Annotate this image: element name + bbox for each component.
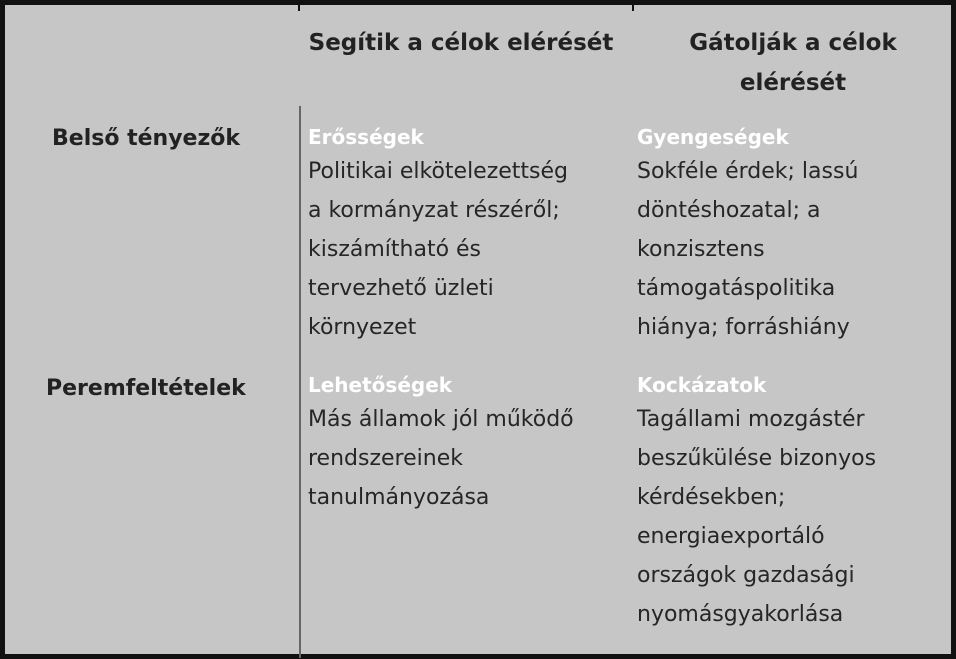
cell-opportunities-title: Lehetőségek [308, 373, 453, 397]
column-header-hinders-line1: Gátolják a célok [689, 30, 897, 56]
column-header-hinders [633, 23, 953, 103]
cell-strengths-line: környezet [308, 315, 417, 340]
cell-strengths-title: Erősségek [308, 125, 424, 149]
cell-threats-line: energiaexportáló [637, 524, 825, 549]
top-tick-mark-left [298, 5, 300, 11]
column-header-hinders-line2: elérését [739, 70, 847, 96]
cell-threats-line: beszűkülése bizonyos [637, 446, 877, 471]
vertical-divider [299, 106, 301, 658]
cell-weaknesses-line: konzisztens [637, 237, 765, 262]
cell-weaknesses-title: Gyengeségek [637, 125, 789, 149]
cell-strengths-line: a kormányzat részéről; [308, 198, 560, 223]
cell-threats-line: Tagállami mozgástér [637, 407, 865, 432]
cell-weaknesses-line: hiánya; forráshiány [637, 315, 850, 340]
cell-threats-line: országok gazdasági [637, 563, 855, 588]
cell-weaknesses [637, 122, 858, 347]
cell-opportunities-line: Más államok jól működő [308, 407, 574, 432]
top-tick-mark-right [632, 5, 634, 11]
cell-threats [637, 370, 876, 634]
cell-opportunities-line: tanulmányozása [308, 485, 490, 510]
row-header-external: Peremfeltételek [46, 376, 246, 401]
cell-opportunities-text [308, 400, 574, 517]
column-header-helps [301, 23, 621, 63]
cell-weaknesses-line: Sokféle érdek; lassú [637, 159, 859, 184]
cell-strengths-line: Politikai elkötelezettség [308, 159, 569, 184]
cell-strengths-text [308, 152, 568, 347]
cell-opportunities-line: rendszereinek [308, 446, 463, 471]
cell-opportunities [308, 370, 574, 517]
cell-weaknesses-line: támogatáspolitika [637, 276, 836, 301]
cell-threats-text [637, 400, 876, 634]
cell-threats-line: nyomásgyakorlása [637, 602, 844, 627]
cell-weaknesses-line: döntéshozatal; a [637, 198, 821, 223]
cell-strengths [308, 122, 568, 347]
cell-strengths-line: kiszámítható és [308, 237, 482, 262]
row-header-internal: Belső tényezők [52, 126, 241, 151]
cell-threats-line: kérdésekben; [637, 485, 786, 510]
cell-weaknesses-text [637, 152, 858, 347]
column-header-helps-text: Segítik a célok elérését [308, 30, 614, 56]
cell-threats-title: Kockázatok [637, 373, 767, 397]
cell-strengths-line: tervezhető üzleti [308, 276, 494, 301]
